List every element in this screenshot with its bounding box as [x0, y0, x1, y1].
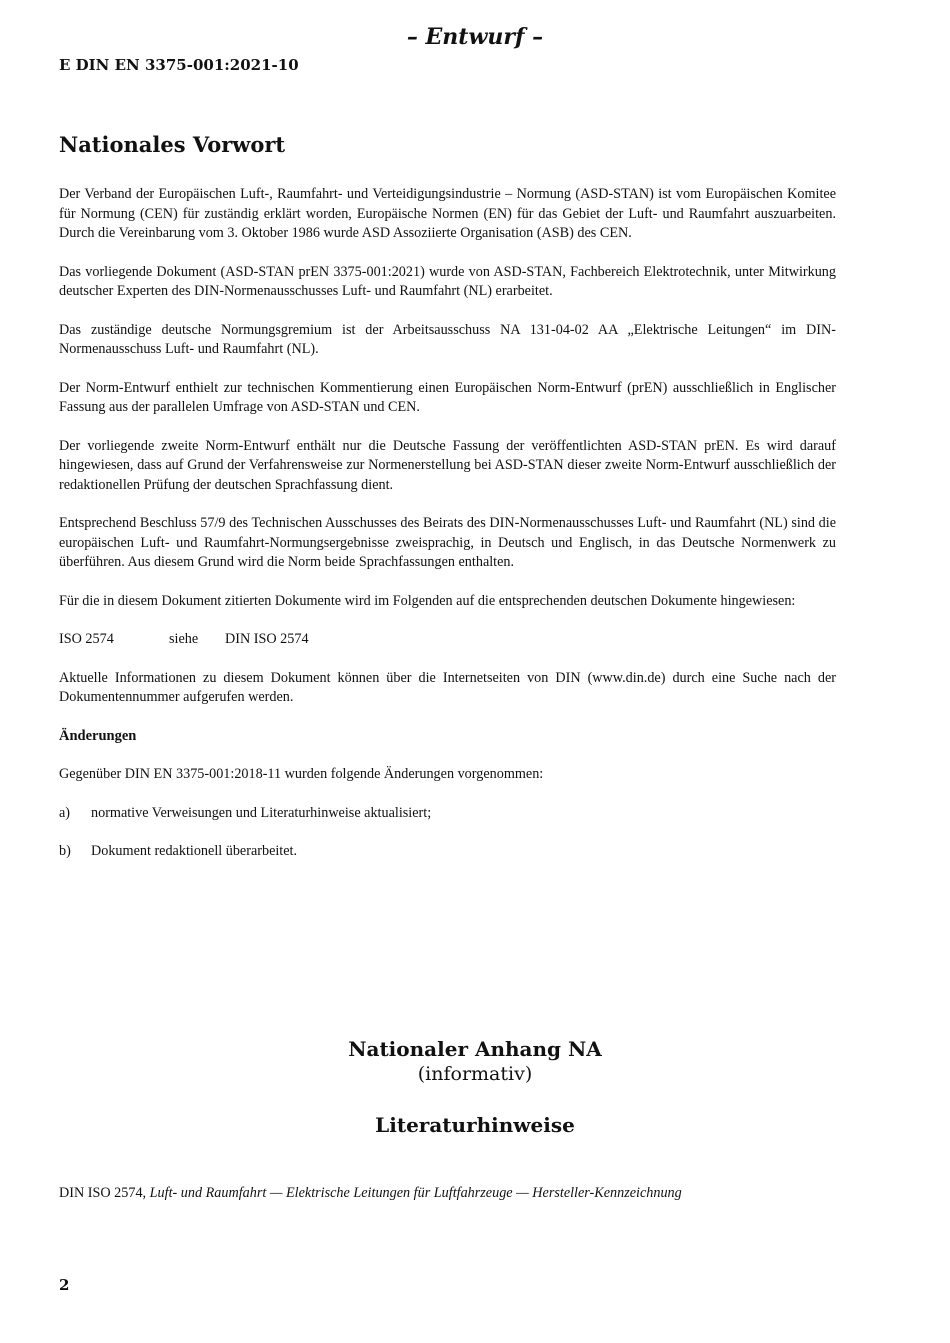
- list-marker: a): [59, 804, 71, 821]
- foreword-paragraph: Für die in diesem Dokument zitierten Dokumente wird im Folgenden auf die entsprechenden deutschen Dokumente hingewiesen:: [59, 592, 796, 609]
- info-paragraph: Aktuelle Informationen zu diesem Dokument können über die Internetseiten von DIN (www.din.de) durch eine Suche nach der Dokumentennummer aufgerufen werden.: [59, 669, 836, 705]
- list-item: [59, 842, 836, 862]
- foreword-paragraph: Das zuständige deutsche Normungsgremium ist der Arbeitsausschuss NA 131-04-02 AA „Elektrische Leitungen“ im DIN-Normenausschuss Luft- und Raumfahrt (NL).: [59, 321, 836, 357]
- annex-subtitle: (informativ): [417, 1063, 533, 1085]
- changes-heading: Änderungen: [59, 727, 137, 744]
- changes-intro: Gegenüber DIN EN 3375-001:2018-11 wurden folgende Änderungen vorgenommen:: [59, 766, 544, 782]
- foreword-paragraph: Entsprechend Beschluss 57/9 des Technischen Ausschusses des Beirats des DIN-Normenausschusses Luft- und Raumfahrt (NL) sind die europäischen Luft- und Raumfahrt-Normungsergebnisse zweisprachig, in Deutsch und Englisch, in das Deutsche Normenwerk zu überführen. Aus diesem Grund wird die Norm beide Sprachfassungen enthalten.: [59, 515, 836, 570]
- foreword-paragraph: Das vorliegende Dokument (ASD-STAN prEN 3375-001:2021) wurde von ASD-STAN, Fachbereich Elektrotechnik, unter Mitwirkung deutscher Experten des DIN-Normenausschusses Luft- und Raumfahrt (NL) erarbeitet.: [59, 263, 836, 299]
- annex-title: Nationaler Anhang NA: [348, 1037, 602, 1061]
- national-foreword: [59, 130, 836, 881]
- national-annex: [0, 1036, 950, 1138]
- foreword-paragraph: Der Norm-Entwurf enthielt zur technischen Kommentierung einen Europäischen Norm-Entwurf (prEN) ausschließlich in Englischer Fassung aus der parallelen Umfrage von ASD-STAN und CEN.: [59, 379, 836, 415]
- document-id: E DIN EN 3375-001:2021-10: [59, 56, 299, 74]
- foreword-title: Nationales Vorwort: [59, 132, 286, 157]
- list-item: [59, 804, 836, 824]
- reference-target: DIN ISO 2574: [225, 631, 309, 647]
- foreword-paragraph: Der Verband der Europäischen Luft-, Raumfahrt- und Verteidigungsindustrie – Normung (ASD-STAN) ist vom Europäischen Komitee für Normung (CEN) für zuständig erklärt worden, Europäische Normen (EN) für das Gebiet der Luft- und Raumfahrt auszuarbeiten. Durch die Vereinbarung vom 3. Oktober 1986 wurde ASD Assoziierte Organisation (ASB) des CEN.: [59, 186, 836, 241]
- reference-relation: siehe: [169, 631, 199, 647]
- bibliography-entry-id: DIN ISO 2574,: [59, 1185, 147, 1201]
- draft-mark: – Entwurf –: [406, 24, 544, 50]
- bibliography-entry-title: Luft- und Raumfahrt — Elektrische Leitungen für Luftfahrzeuge — Hersteller-Kennzeichnung: [149, 1185, 682, 1201]
- bibliography-heading: Literaturhinweise: [375, 1113, 575, 1137]
- reference-source: ISO 2574: [59, 631, 114, 647]
- foreword-paragraph: Der vorliegende zweite Norm-Entwurf enthält nur die Deutsche Fassung der veröffentlichten ASD-STAN prEN. Es wird darauf hingewiesen, dass auf Grund der Verfahrensweise zur Normenerstellung bei ASD-STAN dieser zweite Norm-Entwurf ausschließlich der redaktionellen Prüfung der deutschen Sprachfassung dient.: [59, 437, 836, 493]
- page-number: 2: [59, 1276, 70, 1294]
- bibliography-entry: [59, 1184, 859, 1204]
- list-marker: b): [59, 843, 71, 859]
- list-item-text: Dokument redaktionell überarbeitet.: [91, 843, 298, 859]
- reference-mapping: [59, 630, 836, 650]
- list-item-text: normative Verweisungen und Literaturhinweise aktualisiert;: [91, 804, 432, 821]
